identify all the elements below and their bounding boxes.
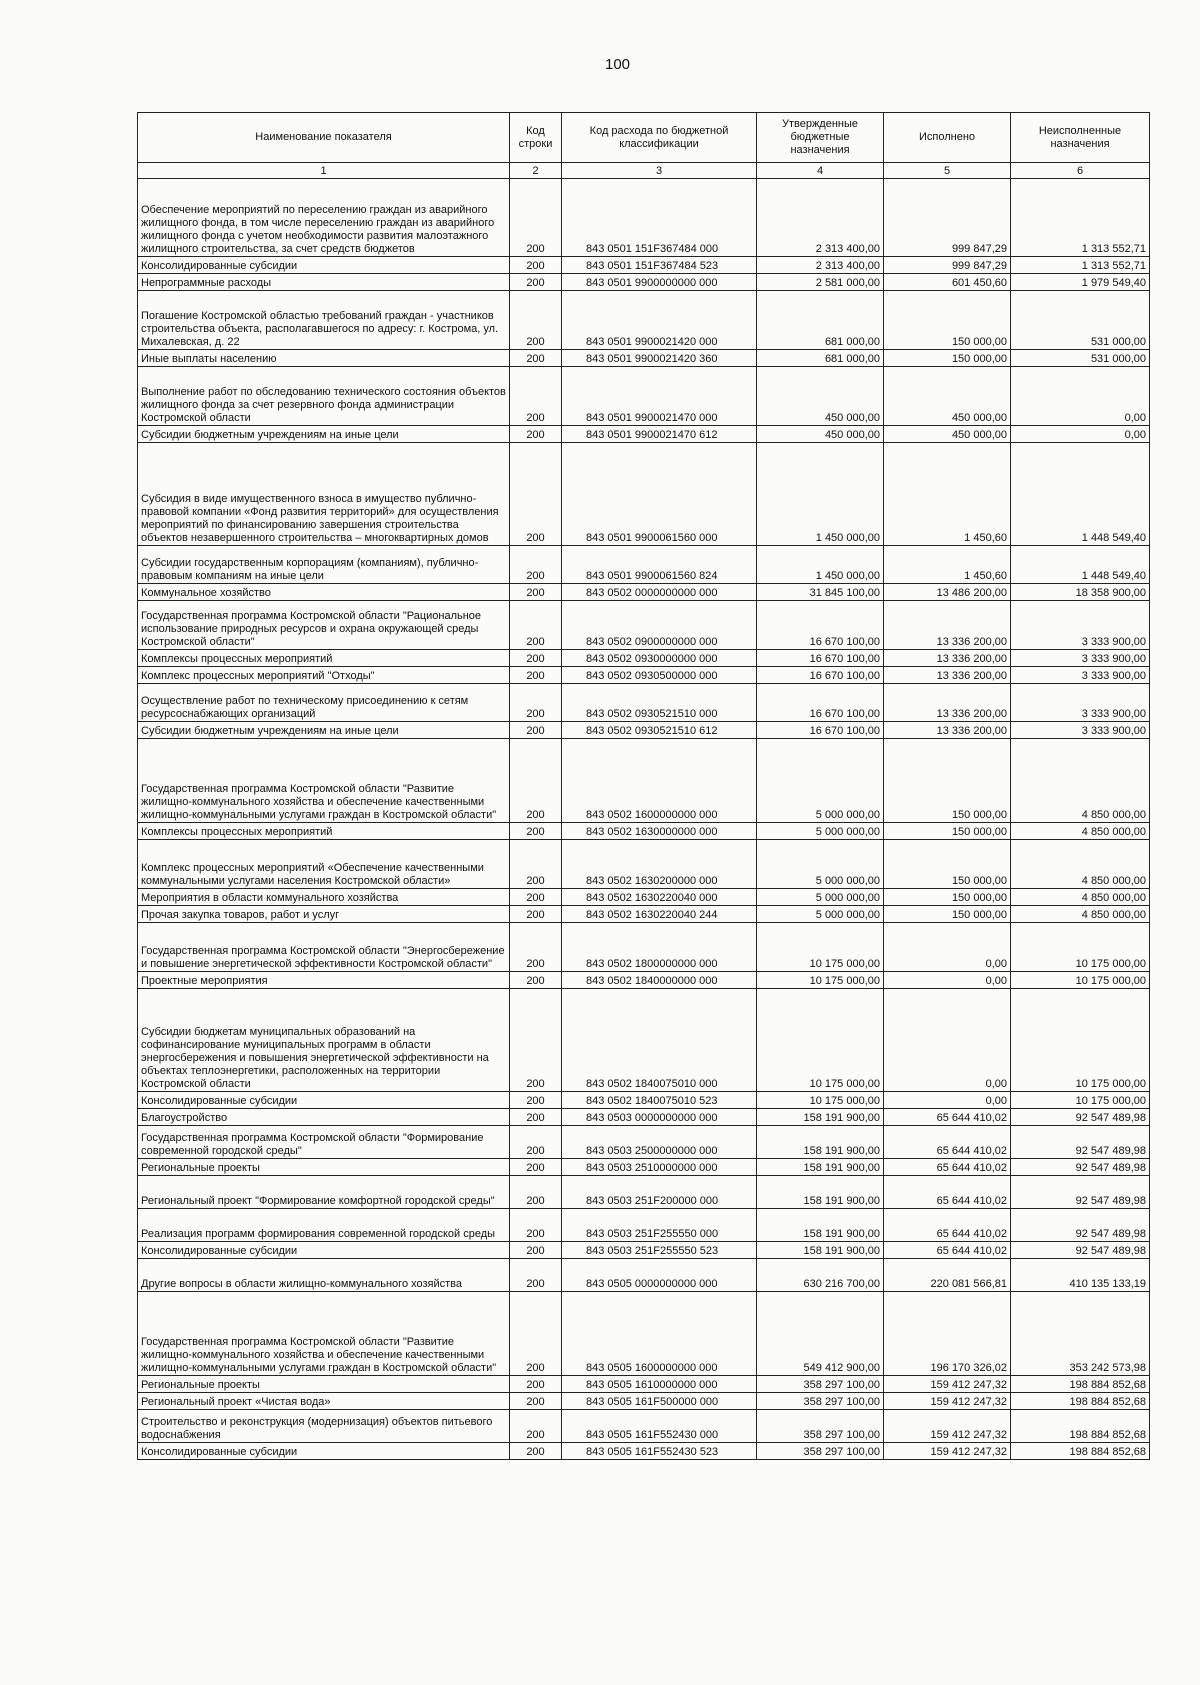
- cell-unexecuted: 198 884 852,68: [1011, 1393, 1150, 1410]
- cell-name: Консолидированные субсидии: [138, 1443, 510, 1460]
- cell-row-code: 200: [510, 367, 562, 426]
- cell-unexecuted: 92 547 489,98: [1011, 1209, 1150, 1242]
- cell-executed: 13 336 200,00: [884, 650, 1011, 667]
- cell-name: Благоустройство: [138, 1109, 510, 1126]
- cell-executed: 150 000,00: [884, 739, 1011, 823]
- cell-executed: 450 000,00: [884, 426, 1011, 443]
- column-number: 2: [510, 163, 562, 179]
- cell-unexecuted: 3 333 900,00: [1011, 650, 1150, 667]
- cell-row-code: 200: [510, 739, 562, 823]
- cell-name: Консолидированные субсидии: [138, 257, 510, 274]
- table-header-row: [138, 113, 1150, 163]
- cell-row-code: 200: [510, 443, 562, 546]
- table-row: [138, 989, 1150, 1092]
- cell-name: Выполнение работ по обследованию технического состояния объектов жилищного фонда за счет резервного фонда администрации Костромской области: [138, 367, 510, 426]
- cell-row-code: 200: [510, 923, 562, 972]
- cell-kbk: 843 0505 1600000000 000: [562, 1292, 757, 1376]
- cell-name: Проектные мероприятия: [138, 972, 510, 989]
- cell-kbk: 843 0501 9900000000 000: [562, 274, 757, 291]
- table-row: [138, 1159, 1150, 1176]
- cell-kbk: 843 0502 1840075010 000: [562, 989, 757, 1092]
- cell-name: Субсидии бюджетным учреждениям на иные цели: [138, 722, 510, 739]
- cell-executed: 65 644 410,02: [884, 1126, 1011, 1159]
- cell-row-code: 200: [510, 972, 562, 989]
- cell-unexecuted: 4 850 000,00: [1011, 906, 1150, 923]
- table-row: [138, 350, 1150, 367]
- cell-executed: 1 450,60: [884, 546, 1011, 584]
- cell-row-code: 200: [510, 667, 562, 684]
- cell-approved: 450 000,00: [757, 426, 884, 443]
- cell-unexecuted: 92 547 489,98: [1011, 1109, 1150, 1126]
- cell-approved: 358 297 100,00: [757, 1393, 884, 1410]
- table-row: [138, 1242, 1150, 1259]
- cell-name: Региональный проект "Формирование комфортной городской среды": [138, 1176, 510, 1209]
- cell-approved: 16 670 100,00: [757, 667, 884, 684]
- cell-executed: 450 000,00: [884, 367, 1011, 426]
- cell-kbk: 843 0502 1630220040 244: [562, 906, 757, 923]
- table-row: [138, 584, 1150, 601]
- table-row: [138, 601, 1150, 650]
- cell-name: Консолидированные субсидии: [138, 1242, 510, 1259]
- cell-approved: 158 191 900,00: [757, 1159, 884, 1176]
- page-number: 100: [604, 56, 631, 73]
- column-number: 3: [562, 163, 757, 179]
- table-row: [138, 722, 1150, 739]
- cell-kbk: 843 0501 9900061560 824: [562, 546, 757, 584]
- cell-kbk: 843 0505 1610000000 000: [562, 1376, 757, 1393]
- cell-executed: 150 000,00: [884, 823, 1011, 840]
- header-executed: Исполнено: [884, 113, 1011, 163]
- cell-name: Государственная программа Костромской области "Рациональное использование природных ресурсов и охрана окружающей среды Костромской области": [138, 601, 510, 650]
- cell-unexecuted: 198 884 852,68: [1011, 1443, 1150, 1460]
- cell-kbk: 843 0502 0930500000 000: [562, 667, 757, 684]
- cell-kbk: 843 0503 2500000000 000: [562, 1126, 757, 1159]
- cell-row-code: 200: [510, 350, 562, 367]
- cell-name: Иные выплаты населению: [138, 350, 510, 367]
- cell-row-code: 200: [510, 1376, 562, 1393]
- cell-unexecuted: 198 884 852,68: [1011, 1410, 1150, 1443]
- cell-approved: 158 191 900,00: [757, 1176, 884, 1209]
- cell-name: Строительство и реконструкция (модернизация) объектов питьевого водоснабжения: [138, 1410, 510, 1443]
- cell-kbk: 843 0502 1630220040 000: [562, 889, 757, 906]
- cell-unexecuted: 4 850 000,00: [1011, 823, 1150, 840]
- cell-approved: 10 175 000,00: [757, 989, 884, 1092]
- cell-row-code: 200: [510, 906, 562, 923]
- cell-kbk: 843 0503 2510000000 000: [562, 1159, 757, 1176]
- table-row: [138, 367, 1150, 426]
- table-row: [138, 1443, 1150, 1460]
- table-row: [138, 1259, 1150, 1292]
- cell-unexecuted: 4 850 000,00: [1011, 840, 1150, 889]
- table-row: [138, 889, 1150, 906]
- cell-row-code: 200: [510, 1176, 562, 1209]
- cell-unexecuted: 92 547 489,98: [1011, 1159, 1150, 1176]
- cell-kbk: 843 0502 1630000000 000: [562, 823, 757, 840]
- cell-row-code: 200: [510, 274, 562, 291]
- cell-unexecuted: 92 547 489,98: [1011, 1126, 1150, 1159]
- table-row: [138, 840, 1150, 889]
- cell-unexecuted: 10 175 000,00: [1011, 923, 1150, 972]
- cell-row-code: 200: [510, 1159, 562, 1176]
- cell-executed: 0,00: [884, 989, 1011, 1092]
- table-row: [138, 546, 1150, 584]
- cell-unexecuted: 4 850 000,00: [1011, 739, 1150, 823]
- cell-row-code: 200: [510, 684, 562, 722]
- cell-executed: 999 847,29: [884, 179, 1011, 257]
- cell-approved: 158 191 900,00: [757, 1126, 884, 1159]
- cell-executed: 1 450,60: [884, 443, 1011, 546]
- cell-name: Комплекс процессных мероприятий «Обеспечение качественными коммунальными услугами населения Костромской области»: [138, 840, 510, 889]
- cell-kbk: 843 0505 161F500000 000: [562, 1393, 757, 1410]
- column-number: 5: [884, 163, 1011, 179]
- table-row: [138, 274, 1150, 291]
- cell-unexecuted: 3 333 900,00: [1011, 722, 1150, 739]
- cell-approved: 358 297 100,00: [757, 1376, 884, 1393]
- cell-row-code: 200: [510, 889, 562, 906]
- cell-unexecuted: 0,00: [1011, 426, 1150, 443]
- cell-row-code: 200: [510, 601, 562, 650]
- cell-kbk: 843 0505 161F552430 523: [562, 1443, 757, 1460]
- table-row: [138, 1176, 1150, 1209]
- cell-name: Реализация программ формирования современной городской среды: [138, 1209, 510, 1242]
- cell-name: Государственная программа Костромской области "Развитие жилищно-коммунального хозяйства и обеспечение качественными жилищно-коммунальными услугами граждан в Костромской области": [138, 739, 510, 823]
- table-row: [138, 1126, 1150, 1159]
- cell-unexecuted: 1 313 552,71: [1011, 179, 1150, 257]
- cell-unexecuted: 198 884 852,68: [1011, 1376, 1150, 1393]
- cell-executed: 13 336 200,00: [884, 722, 1011, 739]
- cell-executed: 0,00: [884, 972, 1011, 989]
- cell-row-code: 200: [510, 1109, 562, 1126]
- cell-name: Комплексы процессных мероприятий: [138, 650, 510, 667]
- cell-unexecuted: 0,00: [1011, 367, 1150, 426]
- cell-name: Региональный проект «Чистая вода»: [138, 1393, 510, 1410]
- cell-executed: 601 450,60: [884, 274, 1011, 291]
- column-number: 1: [138, 163, 510, 179]
- cell-kbk: 843 0502 0930000000 000: [562, 650, 757, 667]
- table-row: [138, 443, 1150, 546]
- cell-executed: 220 081 566,81: [884, 1259, 1011, 1292]
- cell-name: Комплекс процессных мероприятий "Отходы": [138, 667, 510, 684]
- table-row: [138, 1410, 1150, 1443]
- cell-approved: 5 000 000,00: [757, 840, 884, 889]
- table-row: [138, 1209, 1150, 1242]
- cell-approved: 5 000 000,00: [757, 823, 884, 840]
- cell-name: Региональные проекты: [138, 1376, 510, 1393]
- cell-unexecuted: 3 333 900,00: [1011, 684, 1150, 722]
- cell-executed: 159 412 247,32: [884, 1443, 1011, 1460]
- table-row: [138, 1393, 1150, 1410]
- cell-approved: 16 670 100,00: [757, 650, 884, 667]
- cell-unexecuted: 410 135 133,19: [1011, 1259, 1150, 1292]
- cell-approved: 5 000 000,00: [757, 889, 884, 906]
- cell-unexecuted: 531 000,00: [1011, 350, 1150, 367]
- cell-executed: 150 000,00: [884, 840, 1011, 889]
- header-name: Наименование показателя: [138, 113, 510, 163]
- cell-executed: 0,00: [884, 923, 1011, 972]
- cell-unexecuted: 18 358 900,00: [1011, 584, 1150, 601]
- cell-kbk: 843 0501 9900061560 000: [562, 443, 757, 546]
- column-number: 6: [1011, 163, 1150, 179]
- cell-approved: 358 297 100,00: [757, 1443, 884, 1460]
- cell-kbk: 843 0502 1600000000 000: [562, 739, 757, 823]
- cell-unexecuted: 1 313 552,71: [1011, 257, 1150, 274]
- cell-approved: 1 450 000,00: [757, 443, 884, 546]
- cell-row-code: 200: [510, 584, 562, 601]
- cell-kbk: 843 0505 0000000000 000: [562, 1259, 757, 1292]
- cell-kbk: 843 0501 151F367484 523: [562, 257, 757, 274]
- cell-approved: 5 000 000,00: [757, 739, 884, 823]
- cell-unexecuted: 531 000,00: [1011, 291, 1150, 350]
- cell-kbk: 843 0503 251F255550 523: [562, 1242, 757, 1259]
- table-row: [138, 1292, 1150, 1376]
- cell-kbk: 843 0501 9900021470 612: [562, 426, 757, 443]
- header-unexecuted: Неисполненные назначения: [1011, 113, 1150, 163]
- cell-row-code: 200: [510, 1209, 562, 1242]
- cell-unexecuted: 3 333 900,00: [1011, 667, 1150, 684]
- budget-execution-table: [137, 112, 1150, 1460]
- table-row: [138, 257, 1150, 274]
- cell-approved: 16 670 100,00: [757, 684, 884, 722]
- cell-row-code: 200: [510, 1259, 562, 1292]
- header-code: Код строки: [510, 113, 562, 163]
- cell-name: Непрограммные расходы: [138, 274, 510, 291]
- cell-kbk: 843 0501 151F367484 000: [562, 179, 757, 257]
- cell-executed: 65 644 410,02: [884, 1176, 1011, 1209]
- cell-executed: 65 644 410,02: [884, 1209, 1011, 1242]
- cell-approved: 16 670 100,00: [757, 722, 884, 739]
- cell-executed: 999 847,29: [884, 257, 1011, 274]
- cell-unexecuted: 10 175 000,00: [1011, 1092, 1150, 1109]
- cell-approved: 16 670 100,00: [757, 601, 884, 650]
- cell-executed: 150 000,00: [884, 350, 1011, 367]
- table-row: [138, 426, 1150, 443]
- cell-kbk: 843 0505 161F552430 000: [562, 1410, 757, 1443]
- cell-name: Региональные проекты: [138, 1159, 510, 1176]
- cell-name: Субсидии бюджетным учреждениям на иные цели: [138, 426, 510, 443]
- cell-approved: 2 313 400,00: [757, 257, 884, 274]
- table-row: [138, 739, 1150, 823]
- cell-row-code: 200: [510, 840, 562, 889]
- cell-kbk: 843 0502 1840000000 000: [562, 972, 757, 989]
- cell-approved: 5 000 000,00: [757, 906, 884, 923]
- table-row: [138, 1109, 1150, 1126]
- cell-name: Государственная программа Костромской области "Развитие жилищно-коммунального хозяйства и обеспечение качественными жилищно-коммунальными услугами граждан в Костромской области": [138, 1292, 510, 1376]
- cell-row-code: 200: [510, 823, 562, 840]
- cell-approved: 681 000,00: [757, 350, 884, 367]
- cell-name: Субсидии бюджетам муниципальных образований на софинансирование муниципальных программ в области энергосбережения и повышения энергетической эффективности на объектах теплоэнергетики, расположенных на территории Костромской области: [138, 989, 510, 1092]
- cell-unexecuted: 1 448 549,40: [1011, 443, 1150, 546]
- cell-approved: 450 000,00: [757, 367, 884, 426]
- cell-approved: 1 450 000,00: [757, 546, 884, 584]
- cell-kbk: 843 0503 251F200000 000: [562, 1176, 757, 1209]
- cell-kbk: 843 0502 0000000000 000: [562, 584, 757, 601]
- cell-kbk: 843 0502 0930521510 612: [562, 722, 757, 739]
- cell-kbk: 843 0501 9900021470 000: [562, 367, 757, 426]
- cell-kbk: 843 0502 0930521510 000: [562, 684, 757, 722]
- cell-executed: 150 000,00: [884, 889, 1011, 906]
- table-body: [138, 179, 1150, 1460]
- column-number-row: [138, 163, 1150, 179]
- cell-name: Прочая закупка товаров, работ и услуг: [138, 906, 510, 923]
- cell-kbk: 843 0503 251F255550 000: [562, 1209, 757, 1242]
- cell-unexecuted: 4 850 000,00: [1011, 889, 1150, 906]
- cell-unexecuted: 1 448 549,40: [1011, 546, 1150, 584]
- cell-row-code: 200: [510, 1242, 562, 1259]
- cell-executed: 0,00: [884, 1092, 1011, 1109]
- cell-name: Субсидия в виде имущественного взноса в имущество публично-правовой компании «Фонд развития территорий» для осуществления мероприятий по финансированию завершения строительства объектов незавершенного строительства – многоквартирных домов: [138, 443, 510, 546]
- table-row: [138, 1092, 1150, 1109]
- cell-executed: 65 644 410,02: [884, 1242, 1011, 1259]
- cell-approved: 10 175 000,00: [757, 923, 884, 972]
- cell-row-code: 200: [510, 1410, 562, 1443]
- cell-executed: 13 486 200,00: [884, 584, 1011, 601]
- cell-approved: 358 297 100,00: [757, 1410, 884, 1443]
- cell-approved: 2 313 400,00: [757, 179, 884, 257]
- cell-row-code: 200: [510, 1092, 562, 1109]
- cell-executed: 159 412 247,32: [884, 1376, 1011, 1393]
- cell-name: Государственная программа Костромской области "Энергосбережение и повышение энергетической эффективности Костромской области": [138, 923, 510, 972]
- header-approved: Утвержденные бюджетные назначения: [757, 113, 884, 163]
- cell-row-code: 200: [510, 1393, 562, 1410]
- cell-row-code: 200: [510, 291, 562, 350]
- table-row: [138, 972, 1150, 989]
- cell-row-code: 200: [510, 179, 562, 257]
- cell-executed: 65 644 410,02: [884, 1159, 1011, 1176]
- cell-row-code: 200: [510, 546, 562, 584]
- cell-row-code: 200: [510, 1292, 562, 1376]
- table-row: [138, 906, 1150, 923]
- cell-approved: 630 216 700,00: [757, 1259, 884, 1292]
- cell-unexecuted: 353 242 573,98: [1011, 1292, 1150, 1376]
- cell-name: Обеспечение мероприятий по переселению граждан из аварийного жилищного фонда, в том числе переселению граждан из аварийного жилищного фонда с учетом необходимости развития малоэтажного жилищного строительства, за счет средств бюджетов: [138, 179, 510, 257]
- cell-name: Комплексы процессных мероприятий: [138, 823, 510, 840]
- table-row: [138, 667, 1150, 684]
- header-kbk: Код расхода по бюджетной классификации: [562, 113, 757, 163]
- cell-row-code: 200: [510, 426, 562, 443]
- table-row: [138, 650, 1150, 667]
- cell-kbk: 843 0502 0900000000 000: [562, 601, 757, 650]
- cell-name: Мероприятия в области коммунального хозяйства: [138, 889, 510, 906]
- cell-executed: 13 336 200,00: [884, 667, 1011, 684]
- table-row: [138, 291, 1150, 350]
- cell-unexecuted: 1 979 549,40: [1011, 274, 1150, 291]
- cell-unexecuted: 92 547 489,98: [1011, 1242, 1150, 1259]
- cell-approved: 158 191 900,00: [757, 1209, 884, 1242]
- cell-executed: 65 644 410,02: [884, 1109, 1011, 1126]
- cell-name: Субсидии государственным корпорациям (компаниям), публично-правовым компаниям на иные цели: [138, 546, 510, 584]
- table-row: [138, 823, 1150, 840]
- cell-executed: 159 412 247,32: [884, 1393, 1011, 1410]
- table-row: [138, 923, 1150, 972]
- cell-approved: 158 191 900,00: [757, 1109, 884, 1126]
- cell-approved: 10 175 000,00: [757, 972, 884, 989]
- table-row: [138, 684, 1150, 722]
- cell-row-code: 200: [510, 257, 562, 274]
- cell-unexecuted: 10 175 000,00: [1011, 972, 1150, 989]
- cell-unexecuted: 92 547 489,98: [1011, 1176, 1150, 1209]
- cell-executed: 13 336 200,00: [884, 601, 1011, 650]
- cell-kbk: 843 0502 1800000000 000: [562, 923, 757, 972]
- cell-unexecuted: 10 175 000,00: [1011, 989, 1150, 1092]
- cell-unexecuted: 3 333 900,00: [1011, 601, 1150, 650]
- cell-executed: 150 000,00: [884, 906, 1011, 923]
- cell-name: Консолидированные субсидии: [138, 1092, 510, 1109]
- cell-name: Погашение Костромской областью требований граждан - участников строительства объекта, располагавшегося по адресу: г. Кострома, ул. Михалевская, д. 22: [138, 291, 510, 350]
- column-number: 4: [757, 163, 884, 179]
- cell-name: Осуществление работ по техническому присоединению к сетям ресурсоснабжающих организаций: [138, 684, 510, 722]
- cell-approved: 10 175 000,00: [757, 1092, 884, 1109]
- cell-approved: 681 000,00: [757, 291, 884, 350]
- cell-kbk: 843 0501 9900021420 360: [562, 350, 757, 367]
- table-row: [138, 1376, 1150, 1393]
- cell-kbk: 843 0503 0000000000 000: [562, 1109, 757, 1126]
- cell-kbk: 843 0502 1840075010 523: [562, 1092, 757, 1109]
- cell-name: Другие вопросы в области жилищно-коммунального хозяйства: [138, 1259, 510, 1292]
- cell-kbk: 843 0501 9900021420 000: [562, 291, 757, 350]
- cell-row-code: 200: [510, 1126, 562, 1159]
- cell-approved: 31 845 100,00: [757, 584, 884, 601]
- cell-row-code: 200: [510, 650, 562, 667]
- cell-executed: 196 170 326,02: [884, 1292, 1011, 1376]
- cell-approved: 549 412 900,00: [757, 1292, 884, 1376]
- cell-approved: 158 191 900,00: [757, 1242, 884, 1259]
- cell-row-code: 200: [510, 722, 562, 739]
- cell-row-code: 200: [510, 1443, 562, 1460]
- cell-executed: 13 336 200,00: [884, 684, 1011, 722]
- cell-kbk: 843 0502 1630200000 000: [562, 840, 757, 889]
- table-row: [138, 179, 1150, 257]
- cell-name: Коммунальное хозяйство: [138, 584, 510, 601]
- cell-executed: 159 412 247,32: [884, 1410, 1011, 1443]
- cell-name: Государственная программа Костромской области "Формирование современной городской среды": [138, 1126, 510, 1159]
- cell-executed: 150 000,00: [884, 291, 1011, 350]
- cell-approved: 2 581 000,00: [757, 274, 884, 291]
- cell-row-code: 200: [510, 989, 562, 1092]
